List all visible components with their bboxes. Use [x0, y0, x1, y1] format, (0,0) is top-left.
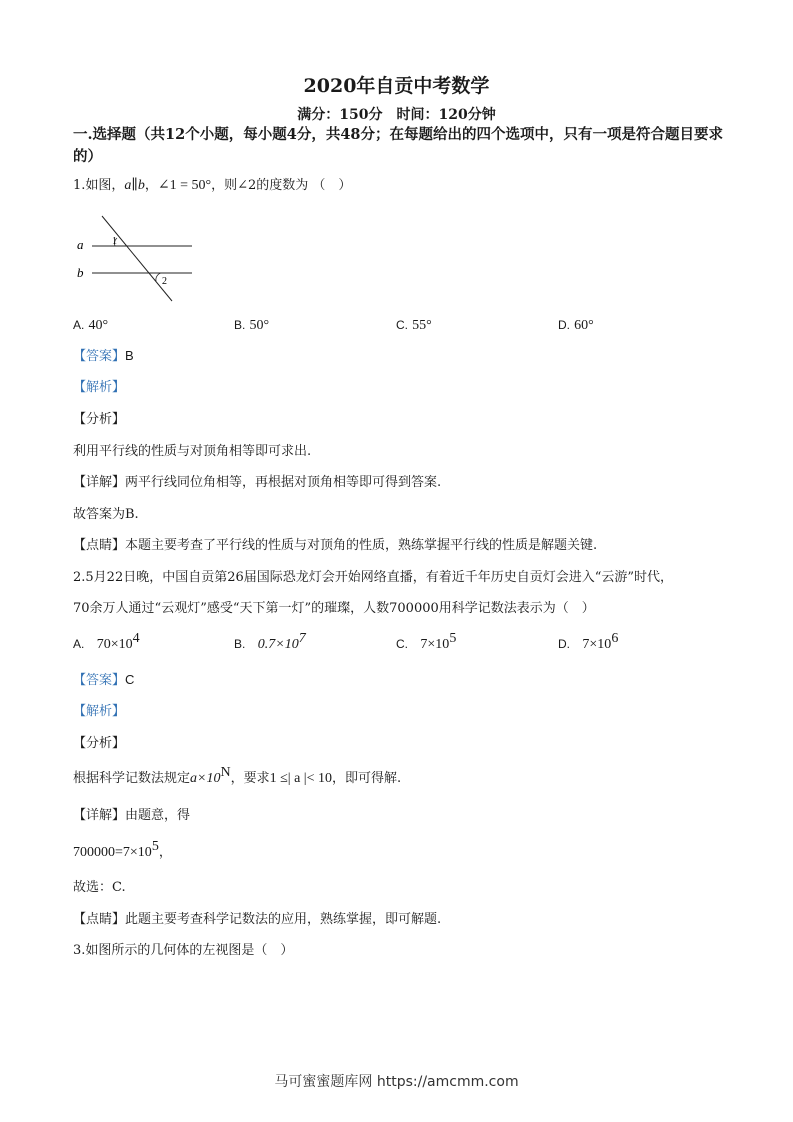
exam-info: 满分：150分 时间：120分钟: [297, 107, 496, 123]
q2-option-b: B. $0.7\times 10^7$: [234, 631, 306, 652]
q2-option-a: A. $70\times 10^4$: [73, 631, 140, 652]
footer-watermark: 马可蜜蜜题库网 https://amcmm.com: [274, 1074, 519, 1090]
q1-option-d: D. 60°: [558, 318, 594, 333]
label-angle-2: 2: [162, 276, 167, 287]
q1-option-a: A. 40°: [73, 318, 109, 333]
q1-fenxi: 利用平行线的性质与对顶角相等即可求出.: [73, 444, 312, 459]
q2-stem-line2: 70余万人通过“云观灯”感受“天下第一灯”的璀璨，人数700000用科学记数法表示为（ ）: [73, 601, 595, 616]
q2-detail: 【详解】由题意，得: [73, 808, 191, 823]
q2-equation: $700000=7\times 10^5$，: [73, 839, 172, 860]
q1-comment: 【点睛】本题主要考查了平行线的性质与对顶角的性质，熟练掌握平行线的性质是解题关键.: [73, 538, 598, 553]
label-angle-1: 1: [112, 236, 117, 247]
q2-fenxi-tag: 【分析】: [73, 736, 126, 751]
q2-option-d: D. $7\times 10^6$: [558, 631, 619, 652]
label-b: b: [77, 265, 84, 280]
q1-stem: 1.如图，a∥b，∠1 = 50°，则∠2的度数为 （ ）: [73, 178, 352, 193]
q1-fenxi-tag: 【分析】: [73, 412, 126, 427]
q1-conclusion: 故答案为B.: [73, 507, 139, 522]
section-header: 一.选择题（共12个小题，每小题4分，共48分；在每题给出的四个选项中，只有一项是符合题目要求的）: [73, 126, 723, 165]
parallel-lines-figure: [74, 212, 204, 307]
q1-answer: 【答案】B: [73, 348, 134, 364]
angle-2-arc: [156, 273, 161, 281]
q2-answer: 【答案】C: [73, 672, 135, 688]
q1-analysis-tag: 【解析】: [73, 380, 126, 395]
q2-analysis-tag: 【解析】: [73, 704, 126, 719]
q2-fenxi: 根据科学记数法规定$a\times 10^N$，要求1 ≤| a |< 10，即可得解.: [73, 765, 402, 786]
page-title: 2020年自贡中考数学: [303, 75, 490, 97]
q1-option-c: C. 55°: [396, 318, 432, 333]
q1-option-b: B. 50°: [234, 318, 270, 333]
label-a: a: [77, 237, 84, 252]
q3-stem: 3.如图所示的几何体的左视图是（ ）: [73, 943, 294, 958]
q2-stem-line1: 2.5月22日晚，中国自贡第26届国际恐龙灯会开始网络直播，有着近千年历史自贡灯会进入“云游”时代，: [73, 570, 674, 585]
q2-comment: 【点睛】此题主要考查科学记数法的应用，熟练掌握，即可解题.: [73, 912, 442, 927]
q2-option-c: C. $7\times 10^5$: [396, 631, 457, 652]
q1-detail: 【详解】两平行线同位角相等，再根据对顶角相等即可得到答案.: [73, 475, 442, 490]
transversal-line: [102, 216, 172, 301]
q2-conclusion: 故选：C.: [73, 880, 126, 895]
